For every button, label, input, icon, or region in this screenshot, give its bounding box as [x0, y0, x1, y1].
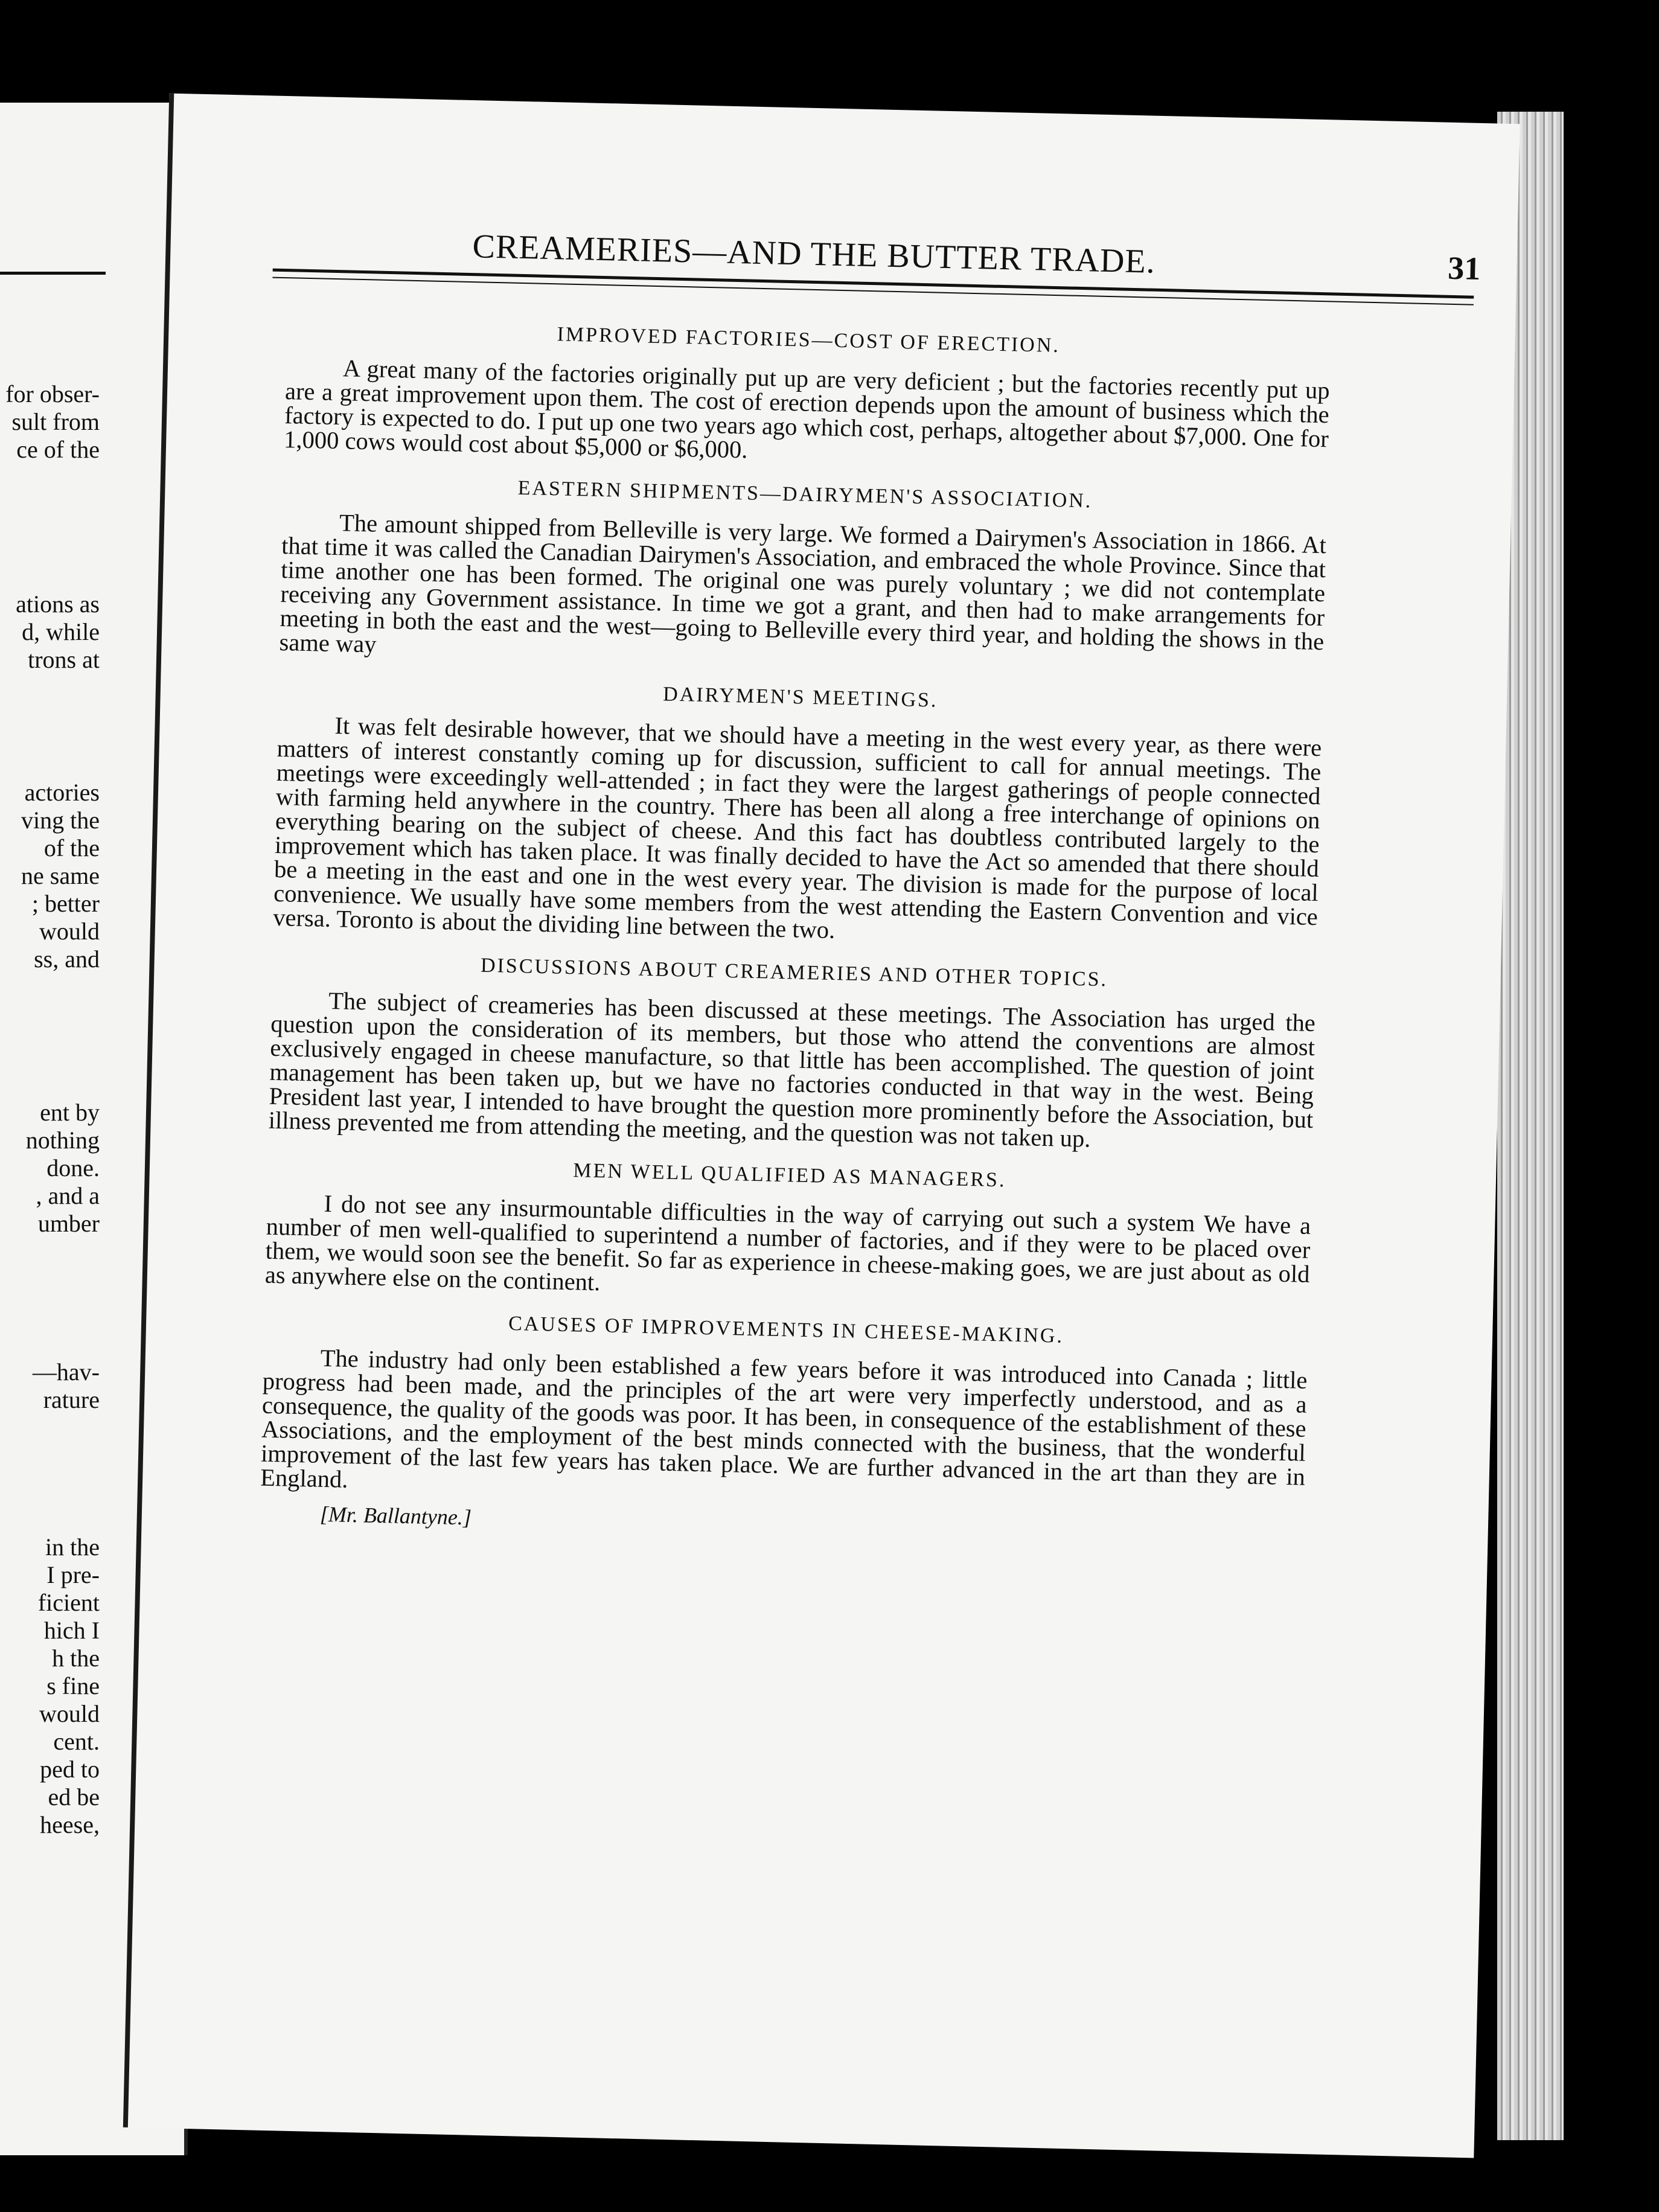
left-fragment: cent. [53, 1728, 100, 1755]
left-fragment: sult from [11, 408, 100, 435]
left-fragment: rature [43, 1386, 100, 1413]
left-fragment: h the [52, 1645, 100, 1672]
section-heading: IMPROVED FACTORIES—COST OF ERECTION. [557, 323, 1061, 357]
left-fragment: nothing [25, 1127, 100, 1154]
left-fragment: ficient [37, 1589, 100, 1616]
section-heading: EASTERN SHIPMENTS—DAIRYMEN'S ASSOCIATION. [517, 476, 1093, 513]
section-heading: DISCUSSIONS ABOUT CREAMERIES AND OTHER TOPICS. [480, 954, 1108, 991]
section-heading: MEN WELL QUALIFIED AS MANAGERS. [572, 1159, 1006, 1192]
left-fragment: of the [43, 834, 100, 861]
section-heading: DAIRYMEN'S MEETINGS. [662, 683, 938, 712]
running-head-title: CREAMERIES—AND THE BUTTER TRADE. [471, 228, 1156, 281]
left-page-rule [0, 272, 106, 275]
section-heading: CAUSES OF IMPROVEMENTS IN CHEESE-MAKING. [508, 1312, 1064, 1347]
left-fragment: trons at [28, 646, 100, 673]
left-fragment: —hav- [32, 1358, 100, 1386]
left-fragment: hich I [43, 1617, 100, 1644]
page-number: 31 [1447, 249, 1481, 287]
left-fragment: ss, and [34, 945, 100, 973]
left-fragment: ne same [21, 862, 100, 889]
left-fragment: ed be [48, 1783, 100, 1811]
left-fragment: ; better [31, 890, 100, 917]
left-fragment: d, while [22, 618, 100, 645]
left-fragment: done. [46, 1154, 100, 1181]
left-fragment: ent by [40, 1099, 100, 1126]
section-paragraph: A great many of the factories originally put up are very deficient ; but the factories recently put up are a great improvement upon them. The cost of erection depends upon the amount of business which the factory is expected to do. I put up one two years ago which cost, perhaps, altogether about $7,000. One for 1,000 cows would cost about $5,000 or $6,000. [283, 354, 1331, 464]
left-fragment: heese, [40, 1811, 100, 1838]
left-fragment: I pre- [46, 1561, 100, 1588]
section-paragraph: The subject of creameries has been discussed at these meetings. The Association has urged the question upon the consideration of its members, but those who attend the conventions are almost exclusively engaged in cheese manufacture, so that little has been accomplished. The question of joint management has been taken up, but we have no factories conducted in that way in the west. Being President last year, I intended to have brought the question more prominently before the Association, but illness prevented me from attending the meeting, and the question was not taken up. [268, 986, 1316, 1152]
page-body [260, 316, 1331, 1549]
right-page [123, 94, 1520, 2158]
section-paragraph: The industry had only been established a few years before it was introduced into Canada ; little progress had been made, and the principles of the art were very imperfectly understood, and as a consequence, the quality of the goods was poor. It has been, in consequence of the establishment of these Associations, and the employment of the best minds connected with the business, that the wonderful improvement of the last few years has taken place. We are further advanced in the art than they are in England. [260, 1344, 1308, 1493]
left-fragment: s fine [46, 1672, 100, 1699]
left-fragment: ce of the [16, 436, 100, 463]
left-fragment: ations as [16, 590, 100, 618]
left-fragment: ving the [21, 807, 100, 834]
left-fragment: for obser- [5, 380, 100, 408]
left-fragment: , and a [36, 1182, 100, 1209]
left-fragment: actories [24, 779, 100, 806]
section-paragraph: It was felt desirable however, that we should have a meeting in the west every year, as there were matters of interest constantly coming up for discussion, sufficient to call for annual meetings. The meetings were exceedingly well-attended ; in fact they were the largest gatherings of people connected with farming held anywhere in the country. There has been all along a free interchange of opinions on everything bearing on the subject of cheese. And this fact has doubtless contributed largely to the improvement which has taken place. It was finally decided to have the Act so amended that there should be a meeting in the east and one in the west every year. The division is made for the purpose of local convenience. We usually have some members from the west attending the Eastern Convention and vice versa. Toronto is about the dividing line between the two. [272, 712, 1322, 944]
running-head [273, 217, 1482, 298]
section-paragraph: I do not see any insurmountable difficulties in the way of carrying out such a system We have a number of men well-qualified to superintend a number of factories, and if they were to be placed over them, we would soon see the benefit. So far as experience in cheese-making goes, we are just about as old as anywhere else on the continent. [264, 1189, 1311, 1296]
section-paragraph: The amount shipped from Belleville is very large. We formed a Dairymen's Association in 1866. At that time it was called the Canadian Dairymen's Association, and embraced the whole Province. Since that time another one has been formed. The original one was purely voluntary ; we did not contemplate receiving any Government assistance. In time we got a grant, and then had to make arrangements for meeting in both the east and the west—going to Belleville every third year, and holding the shows in the same way [279, 509, 1327, 658]
left-fragment: would [39, 1700, 100, 1727]
left-fragment: would [39, 918, 100, 945]
left-fragment: in the [45, 1533, 100, 1561]
left-fragment: ped to [40, 1756, 100, 1783]
signature: [Mr. Ballantyne.] [319, 1501, 472, 1530]
left-fragment: umber [37, 1210, 100, 1237]
